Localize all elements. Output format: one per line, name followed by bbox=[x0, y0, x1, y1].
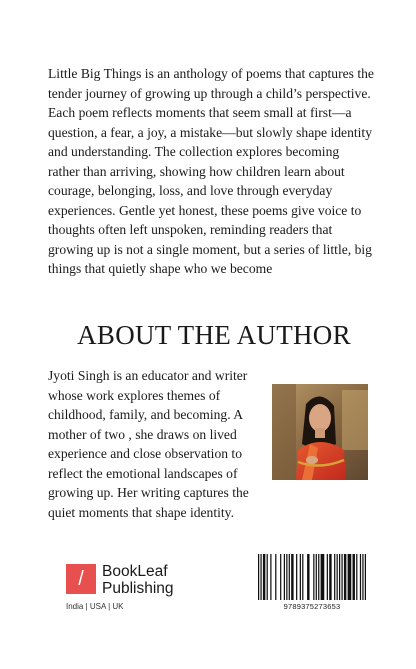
barcode-bar bbox=[334, 554, 335, 600]
author-photo bbox=[272, 384, 368, 480]
barcode-bar bbox=[284, 554, 285, 600]
barcode-bar bbox=[318, 554, 319, 600]
barcode-bar bbox=[321, 554, 325, 600]
publisher-name-line1: BookLeaf bbox=[102, 563, 168, 580]
bookleaf-logo-icon: / bbox=[66, 564, 96, 594]
barcode-bar bbox=[344, 554, 346, 600]
barcode-bar bbox=[341, 554, 342, 600]
barcode-bar bbox=[348, 554, 352, 600]
barcode-bar bbox=[360, 554, 361, 600]
author-bio: Jyoti Singh is an educator and writer whose work explores themes of childhood, family, and becoming. A mother of two , she draws on lived experience and close observation to reflect the emotional landscapes of growing up. Her writing captures the quiet moments that shape identity. bbox=[48, 368, 249, 520]
barcode-bar bbox=[337, 554, 338, 600]
barcode-bar bbox=[365, 554, 366, 600]
barcode-bar bbox=[289, 554, 290, 600]
barcode-bar bbox=[300, 554, 301, 600]
publisher-name-line2: Publishing bbox=[102, 580, 174, 597]
barcode-bar bbox=[267, 554, 268, 600]
barcode-bar bbox=[339, 554, 340, 600]
barcode-bar bbox=[258, 554, 259, 600]
barcode-bar bbox=[316, 554, 317, 600]
barcode-bar bbox=[313, 554, 314, 600]
barcode-bar bbox=[327, 554, 328, 600]
barcode-bar bbox=[302, 554, 303, 600]
barcode-bar bbox=[362, 554, 363, 600]
isbn-number: 9789375273653 bbox=[283, 602, 341, 611]
about-author-heading: ABOUT THE AUTHOR bbox=[77, 320, 351, 350]
barcode-bar bbox=[353, 554, 355, 600]
barcode-bar bbox=[280, 554, 281, 600]
barcode-bar bbox=[286, 554, 287, 600]
barcode-bar bbox=[356, 554, 357, 600]
barcode-bar bbox=[270, 554, 271, 600]
barcode-bar bbox=[329, 554, 331, 600]
publisher-regions: India | USA | UK bbox=[66, 602, 124, 611]
author-portrait-icon bbox=[272, 384, 368, 480]
back-cover-blurb: Little Big Things is an anthology of poems that captures the tender journey of growing up through a child’s perspective. Each poem reflects moments that seem small at first—a question, a fear, a joy, a mistake—but slowly shape identity and understanding. The collection explores becoming rather than arriving, showing how children learn about courage, belonging, loss, and love through everyday experiences. Gentle yet honest, these poems give voice to thoughts often left unspoken, reminding readers that growing up is not a single moment, but a series of little, big things that quietly shape who we become bbox=[48, 66, 374, 276]
barcode-bar bbox=[307, 554, 309, 600]
barcode-bar bbox=[260, 554, 261, 600]
barcode-bar bbox=[275, 554, 276, 600]
barcode-bar bbox=[291, 554, 293, 600]
barcode-bar bbox=[296, 554, 297, 600]
barcode-bar bbox=[263, 554, 265, 600]
